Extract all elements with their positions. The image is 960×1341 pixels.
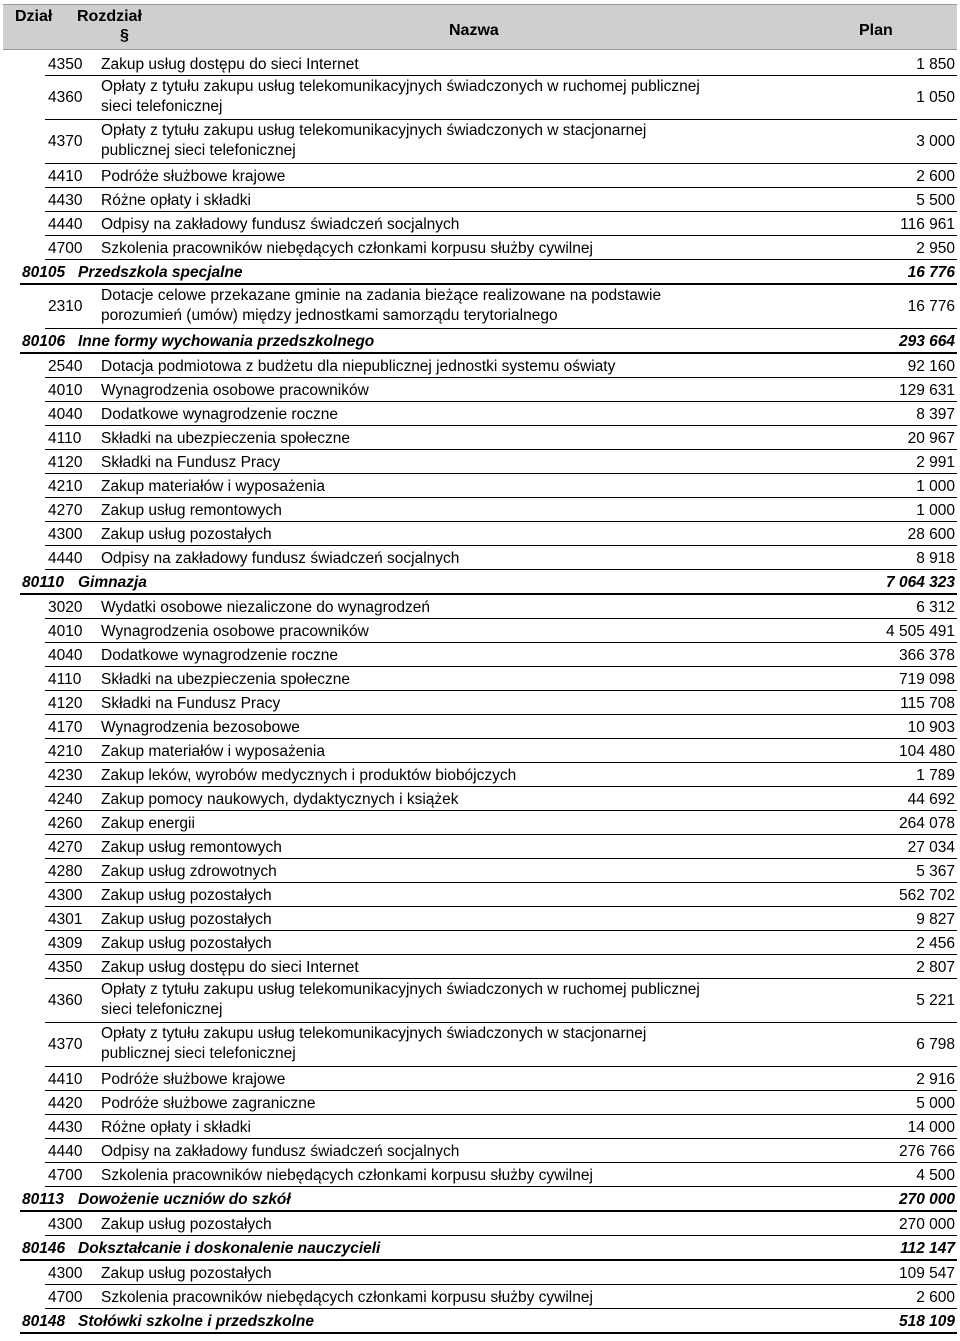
- table-row: [45, 285, 957, 329]
- plan-amount: 7 064 323: [886, 574, 955, 591]
- item-name: Dotacje celowe przekazane gminie na zadania bieżące realizowane na podstawie porozumień (umów) między jednostkami samorządu terytorialnego: [101, 287, 662, 324]
- rozdzial-code: 80146: [22, 1240, 66, 1257]
- item-name: Składki na Fundusz Pracy: [101, 454, 281, 471]
- table-row: [45, 979, 957, 1023]
- table-row: [45, 1023, 957, 1067]
- table-row: [45, 1139, 957, 1163]
- paragraf-code: 4309: [48, 935, 83, 952]
- item-name: Zakup usług pozostałych: [101, 1216, 272, 1233]
- plan-amount: 116 961: [900, 216, 955, 233]
- plan-amount: 109 547: [898, 1265, 955, 1282]
- plan-amount: 1 789: [916, 767, 955, 784]
- table-row: [45, 835, 957, 859]
- paragraf-code: 4301: [48, 911, 83, 928]
- plan-amount: 27 034: [907, 839, 955, 856]
- paragraf-code: 4210: [48, 743, 83, 760]
- item-name: Zakup energii: [101, 815, 195, 832]
- item-name: Opłaty z tytułu zakupu usług telekomunikacyjnych świadczonych w ruchomej publicznej sieci telefonicznej: [101, 981, 700, 1018]
- item-name: Zakup usług pozostałych: [101, 935, 272, 952]
- table-row: [45, 1115, 957, 1139]
- plan-amount: 5 000: [916, 1095, 955, 1112]
- item-name: Podróże służbowe zagraniczne: [101, 1095, 316, 1112]
- table-row: [45, 164, 957, 188]
- item-name: Dodatkowe wynagrodzenie roczne: [101, 647, 338, 664]
- table-row: [45, 120, 957, 164]
- table-row: [45, 1261, 957, 1285]
- item-name: Dowożenie uczniów do szkół: [78, 1191, 291, 1208]
- plan-amount: 1 000: [916, 478, 955, 495]
- paragraf-code: 4440: [48, 216, 83, 233]
- plan-amount: 115 708: [900, 695, 955, 712]
- paragraf-code: 4370: [48, 1035, 83, 1053]
- plan-amount: 2 950: [916, 240, 955, 257]
- paragraf-code: 4110: [48, 430, 82, 447]
- item-name: Zakup usług pozostałych: [101, 911, 272, 928]
- table-row: [45, 787, 957, 811]
- plan-amount: 2 991: [916, 454, 955, 471]
- paragraf-code: 4410: [48, 168, 83, 185]
- plan-amount: 1 000: [916, 502, 955, 519]
- item-name: Różne opłaty i składki: [101, 1119, 251, 1136]
- paragraf-code: 4420: [48, 1095, 83, 1112]
- item-name: Zakup usług zdrowotnych: [101, 863, 277, 880]
- table-row: [45, 1067, 957, 1091]
- paragraf-code: 4300: [48, 1265, 83, 1282]
- header-plan: Plan: [859, 22, 893, 39]
- paragraf-code: 4300: [48, 526, 83, 543]
- plan-amount: 20 967: [907, 430, 955, 447]
- item-name: Zakup usług remontowych: [101, 502, 282, 519]
- item-name: Gimnazja: [78, 574, 147, 591]
- table-row: [45, 1212, 957, 1236]
- paragraf-code: 4300: [48, 1216, 83, 1233]
- section-row: [20, 260, 957, 285]
- paragraf-code: 3020: [48, 599, 83, 616]
- plan-amount: 112 147: [900, 1240, 955, 1257]
- plan-amount: 4 505 491: [886, 623, 955, 640]
- item-name: Zakup usług dostępu do sieci Internet: [101, 959, 359, 976]
- section-row: [20, 570, 957, 595]
- paragraf-code: 4170: [48, 719, 83, 736]
- paragraf-code: 4430: [48, 192, 83, 209]
- rozdzial-code: 80113: [22, 1191, 64, 1208]
- table-row: [45, 859, 957, 883]
- plan-amount: 2 600: [916, 1289, 955, 1306]
- table-row: [45, 498, 957, 522]
- item-name: Różne opłaty i składki: [101, 192, 251, 209]
- plan-amount: 2 600: [916, 168, 955, 185]
- table-row: [45, 236, 957, 260]
- paragraf-code: 4360: [48, 88, 83, 106]
- paragraf-code: 4110: [48, 671, 82, 688]
- table-row: [45, 522, 957, 546]
- plan-amount: 2 456: [916, 935, 955, 952]
- paragraf-code: 4410: [48, 1071, 83, 1088]
- plan-amount: 1 050: [916, 88, 955, 106]
- item-name: Wynagrodzenia osobowe pracowników: [101, 623, 369, 640]
- plan-amount: 8 397: [916, 406, 955, 423]
- plan-amount: 16 776: [907, 264, 955, 281]
- table-row: [45, 52, 957, 76]
- plan-amount: 276 766: [898, 1143, 955, 1160]
- plan-amount: 14 000: [907, 1119, 955, 1136]
- item-name: Zakup usług pozostałych: [101, 887, 272, 904]
- table-row: [45, 691, 957, 715]
- plan-amount: 6 312: [916, 599, 955, 616]
- item-name: Podróże służbowe krajowe: [101, 168, 286, 185]
- paragraf-code: 4040: [48, 406, 83, 423]
- item-name: Zakup pomocy naukowych, dydaktycznych i książek: [101, 791, 459, 808]
- table-row: [45, 546, 957, 570]
- table-row: [45, 667, 957, 691]
- plan-amount: 44 692: [907, 791, 955, 808]
- table-row: [45, 883, 957, 907]
- item-name: Podróże służbowe krajowe: [101, 1071, 286, 1088]
- item-name: Odpisy na zakładowy fundusz świadczeń socjalnych: [101, 550, 460, 567]
- plan-amount: 5 500: [916, 192, 955, 209]
- budget-table-body: [0, 52, 960, 1334]
- item-name: Wydatki osobowe niezaliczone do wynagrodzeń: [101, 599, 430, 616]
- item-name: Stołówki szkolne i przedszkolne: [78, 1313, 314, 1330]
- section-row: [20, 1187, 957, 1212]
- paragraf-code: 4040: [48, 647, 83, 664]
- header-rozdzial: Rozdział: [77, 8, 142, 25]
- paragraf-code: 4210: [48, 478, 83, 495]
- item-name: Składki na ubezpieczenia społeczne: [101, 671, 351, 688]
- rozdzial-code: 80105: [22, 264, 66, 281]
- plan-amount: 2 807: [916, 959, 955, 976]
- paragraf-code: 4120: [48, 454, 83, 471]
- table-row: [45, 955, 957, 979]
- plan-amount: 518 109: [898, 1313, 955, 1330]
- section-row: [20, 1309, 957, 1334]
- plan-amount: 4 500: [916, 1167, 955, 1184]
- table-row: [45, 426, 957, 450]
- item-name: Składki na ubezpieczenia społeczne: [101, 430, 351, 447]
- paragraf-code: 4440: [48, 550, 83, 567]
- item-name: Zakup leków, wyrobów medycznych i produktów biobójczych: [101, 767, 517, 784]
- paragraf-code: 4270: [48, 502, 83, 519]
- table-row: [45, 931, 957, 955]
- table-row: [45, 378, 957, 402]
- table-row: [45, 450, 957, 474]
- table-row: [45, 354, 957, 378]
- item-name: Dotacja podmiotowa z budżetu dla niepublicznej jednostki systemu oświaty: [101, 358, 616, 375]
- item-name: Zakup usług pozostałych: [101, 526, 272, 543]
- paragraf-code: 4350: [48, 56, 83, 73]
- plan-amount: 366 378: [898, 647, 955, 664]
- paragraf-code: 4350: [48, 959, 83, 976]
- plan-amount: 6 798: [916, 1035, 955, 1053]
- plan-amount: 1 850: [916, 56, 955, 73]
- plan-amount: 270 000: [898, 1216, 955, 1233]
- plan-amount: 562 702: [898, 887, 955, 904]
- item-name: Odpisy na zakładowy fundusz świadczeń socjalnych: [101, 1143, 460, 1160]
- paragraf-code: 4370: [48, 132, 83, 150]
- paragraf-code: 4700: [48, 1167, 83, 1184]
- item-name: Opłaty z tytułu zakupu usług telekomunikacyjnych świadczonych w stacjonarnej publicznej sieci telefonicznej: [101, 1025, 647, 1062]
- section-row: [20, 1236, 957, 1261]
- item-name: Szkolenia pracowników niebędących członkami korpusu służby cywilnej: [101, 1289, 593, 1306]
- plan-amount: 8 918: [916, 550, 955, 567]
- table-row: [45, 76, 957, 120]
- paragraf-code: 4120: [48, 695, 83, 712]
- rozdzial-code: 80106: [22, 333, 66, 350]
- plan-amount: 5 221: [916, 991, 955, 1009]
- paragraf-code: 2310: [48, 297, 83, 315]
- paragraf-code: 4360: [48, 991, 83, 1009]
- item-name: Zakup materiałów i wyposażenia: [101, 478, 325, 495]
- header-dzial: Dział: [15, 8, 53, 25]
- plan-amount: 9 827: [916, 911, 955, 928]
- plan-amount: 28 600: [907, 526, 955, 543]
- plan-amount: 16 776: [907, 297, 955, 315]
- paragraf-code: 4010: [48, 382, 83, 399]
- plan-amount: 10 903: [907, 719, 955, 736]
- item-name: Dokształcanie i doskonalenie nauczycieli: [78, 1240, 381, 1257]
- table-row: [45, 715, 957, 739]
- table-row: [45, 763, 957, 787]
- plan-amount: 5 367: [916, 863, 955, 880]
- table-row: [45, 1163, 957, 1187]
- item-name: Inne formy wychowania przedszkolnego: [78, 333, 375, 350]
- plan-amount: 264 078: [898, 815, 955, 832]
- plan-amount: 3 000: [916, 132, 955, 150]
- item-name: Szkolenia pracowników niebędących członkami korpusu służby cywilnej: [101, 1167, 593, 1184]
- plan-amount: 92 160: [907, 358, 955, 375]
- table-row: [45, 595, 957, 619]
- paragraf-code: 4440: [48, 1143, 83, 1160]
- item-name: Zakup usług dostępu do sieci Internet: [101, 56, 359, 73]
- item-name: Szkolenia pracowników niebędących członkami korpusu służby cywilnej: [101, 240, 593, 257]
- table-header: [3, 4, 957, 50]
- table-row: [45, 907, 957, 931]
- item-name: Składki na Fundusz Pracy: [101, 695, 281, 712]
- item-name: Odpisy na zakładowy fundusz świadczeń socjalnych: [101, 216, 460, 233]
- table-row: [45, 402, 957, 426]
- item-name: Opłaty z tytułu zakupu usług telekomunikacyjnych świadczonych w ruchomej publicznej sieci telefonicznej: [101, 78, 700, 115]
- item-name: Opłaty z tytułu zakupu usług telekomunikacyjnych świadczonych w stacjonarnej publicznej sieci telefonicznej: [101, 122, 647, 159]
- table-row: [45, 619, 957, 643]
- paragraf-code: 4700: [48, 240, 83, 257]
- table-row: [45, 739, 957, 763]
- paragraf-code: 4260: [48, 815, 83, 832]
- plan-amount: 104 480: [898, 743, 955, 760]
- plan-amount: 293 664: [898, 333, 955, 350]
- item-name: Przedszkola specjalne: [78, 264, 243, 281]
- paragraf-code: 4230: [48, 767, 83, 784]
- paragraf-code: 4300: [48, 887, 83, 904]
- table-row: [45, 1285, 957, 1309]
- item-name: Zakup usług remontowych: [101, 839, 282, 856]
- paragraf-code: 4010: [48, 623, 83, 640]
- plan-amount: 129 631: [898, 382, 955, 399]
- section-row: [20, 329, 957, 354]
- header-nazwa: Nazwa: [449, 22, 499, 39]
- table-row: [45, 474, 957, 498]
- table-row: [45, 188, 957, 212]
- paragraf-code: 4270: [48, 839, 83, 856]
- item-name: Wynagrodzenia osobowe pracowników: [101, 382, 369, 399]
- table-row: [45, 811, 957, 835]
- rozdzial-code: 80148: [22, 1313, 66, 1330]
- paragraf-code: 4430: [48, 1119, 83, 1136]
- rozdzial-code: 80110: [22, 574, 64, 591]
- table-row: [45, 643, 957, 667]
- header-paragraf: §: [120, 27, 129, 44]
- paragraf-code: 4700: [48, 1289, 83, 1306]
- item-name: Wynagrodzenia bezosobowe: [101, 719, 300, 736]
- paragraf-code: 2540: [48, 358, 83, 375]
- plan-amount: 719 098: [898, 671, 955, 688]
- plan-amount: 270 000: [898, 1191, 955, 1208]
- item-name: Zakup usług pozostałych: [101, 1265, 272, 1282]
- paragraf-code: 4240: [48, 791, 83, 808]
- table-row: [45, 212, 957, 236]
- paragraf-code: 4280: [48, 863, 83, 880]
- plan-amount: 2 916: [916, 1071, 955, 1088]
- item-name: Zakup materiałów i wyposażenia: [101, 743, 325, 760]
- item-name: Dodatkowe wynagrodzenie roczne: [101, 406, 338, 423]
- table-row: [45, 1091, 957, 1115]
